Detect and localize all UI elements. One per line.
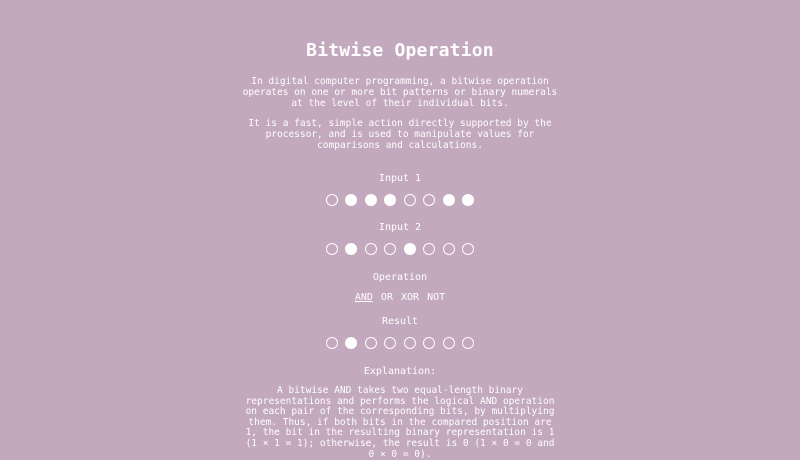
- result-bit-3: [384, 337, 396, 349]
- input-2-bit-1[interactable]: [345, 243, 357, 255]
- input-1-bit-5[interactable]: [423, 194, 435, 206]
- input-2-bit-5[interactable]: [423, 243, 435, 255]
- input-2-bit-6[interactable]: [443, 243, 455, 255]
- input-1-bit-0[interactable]: [326, 194, 338, 206]
- result-bit-1: [345, 337, 357, 349]
- result-bit-4: [404, 337, 416, 349]
- operation-not[interactable]: NOT: [427, 292, 446, 303]
- input-2-bit-2[interactable]: [365, 243, 377, 255]
- input-1-bit-2[interactable]: [365, 194, 377, 206]
- input-1-bit-1[interactable]: [345, 194, 357, 206]
- input-2-bit-3[interactable]: [384, 243, 396, 255]
- intro-paragraph-2: It is a fast, simple action directly supported by the processor, and is used to manipulate values for comparisons and calculations.: [248, 118, 552, 151]
- input-1-bits: [326, 193, 474, 207]
- input-2-bits: [326, 242, 474, 256]
- operation-or[interactable]: OR: [380, 292, 393, 303]
- input-1-bit-6[interactable]: [443, 194, 455, 206]
- operation-xor[interactable]: XOR: [401, 292, 420, 303]
- operation-and[interactable]: AND: [354, 292, 373, 303]
- result-label: Result: [381, 316, 419, 327]
- input-1-bit-4[interactable]: [404, 194, 416, 206]
- result-bit-7: [462, 337, 474, 349]
- intro-paragraph-1: In digital computer programming, a bitwise operation operates on one or more bit patterns or binary numerals at the level of their individual bits.: [242, 76, 558, 109]
- input-2-bit-4[interactable]: [404, 243, 416, 255]
- result-bit-6: [443, 337, 455, 349]
- result-bit-0: [326, 337, 338, 349]
- result-bit-5: [423, 337, 435, 349]
- operation-selector: [0, 292, 800, 303]
- input-1-bit-7[interactable]: [462, 194, 474, 206]
- result-bits: [326, 336, 474, 350]
- input-2-label: Input 2: [378, 222, 422, 233]
- operation-label: Operation: [372, 272, 428, 283]
- input-2-bit-7[interactable]: [462, 243, 474, 255]
- result-bit-2: [365, 337, 377, 349]
- input-1-label: Input 1: [378, 173, 422, 184]
- input-1-bit-3[interactable]: [384, 194, 396, 206]
- explanation-label: Explanation:: [363, 366, 437, 377]
- page-title: Bitwise Operation: [306, 40, 494, 61]
- explanation-text: A bitwise AND takes two equal-length binary representations and performs the logical AND operation on each pair of the corresponding bits, by multiplying them. Thus, if both bits in the compared position are 1, the bit in the resulting binary representation is 1 (1 × 1 = 1); otherwise, the result is 0 (1 × 0 = 0 and 0 × 0 = 0).: [245, 385, 555, 460]
- input-2-bit-0[interactable]: [326, 243, 338, 255]
